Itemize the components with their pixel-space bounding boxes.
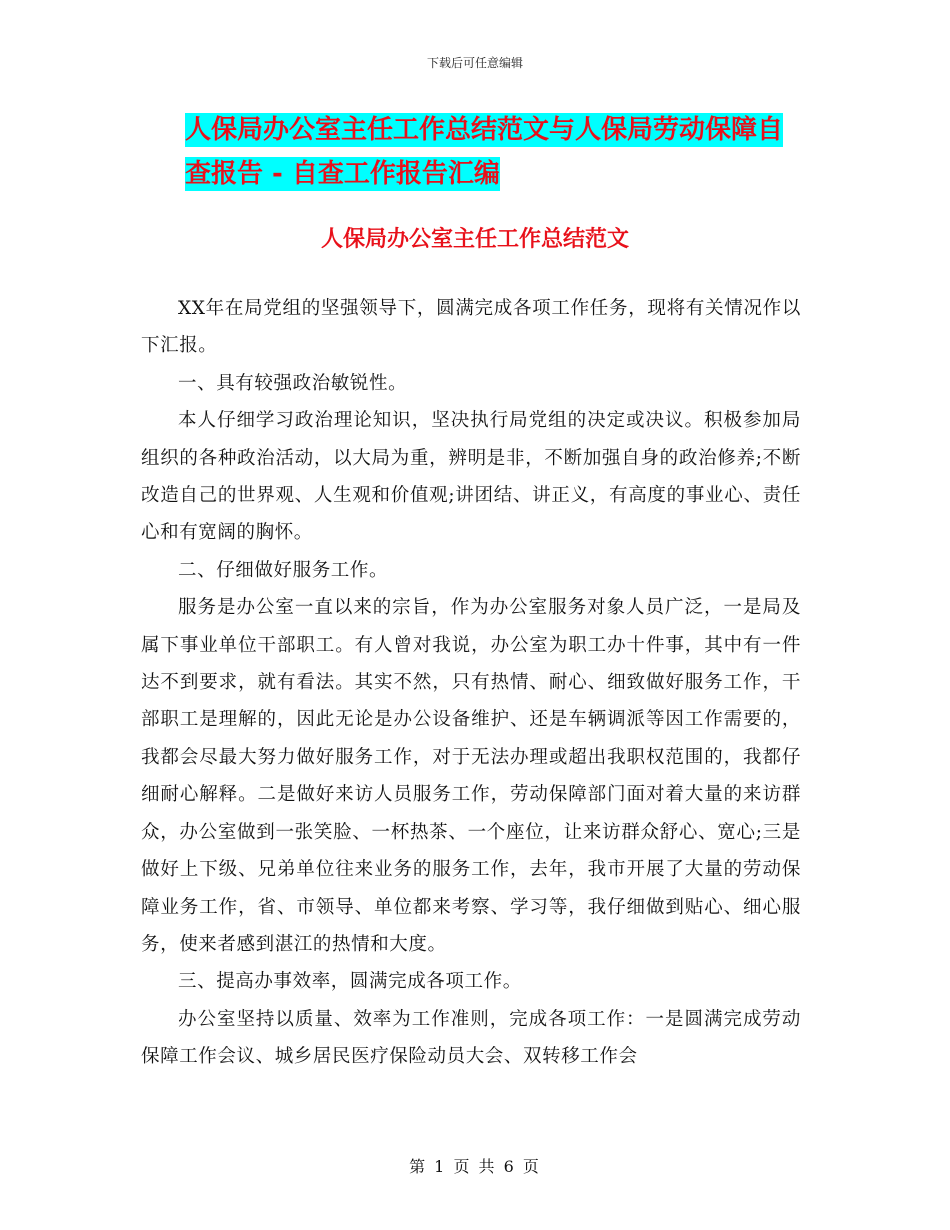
- paragraph: 办公室坚持以质量、效率为工作准则，完成各项工作：一是圆满完成劳动保障工作会议、城乡居民医疗保险动员大会、双转移工作会: [141, 1008, 801, 1068]
- paragraph: 一、具有较强政治敏锐性。: [178, 372, 408, 394]
- paragraph: 服务是办公室一直以来的宗旨，作为办公室服务对象人员广泛，一是局及属下事业单位干部职工。有人曾对我说，办公室为职工办十件事，其中有一件达不到要求，就有看法。其实不然，只有热情、耐心、细致做好服务工作，干部职工是理解的，因此无论是办公设备维护、还是车辆调派等因工作需要的，我都会尽最大努力做好服务工作，对于无法办理或超出我职权范围的，我都仔细耐心解释。二是做好来访人员服务工作，劳动保障部门面对着大量的来访群众，办公室做到一张笑脸、一杯热茶、一个座位，让来访群众舒心、宽心;三是做好上下级、兄弟单位往来业务的服务工作，去年，我市开展了大量的劳动保障业务工作，省、市领导、单位都来考察、学习等，我仔细做到贴心、细心服务，使来者感到湛江的热情和大度。: [141, 597, 801, 955]
- paragraph: 二、仔细做好服务工作。: [178, 559, 389, 581]
- header-note: 下载后可任意编辑: [426, 56, 523, 70]
- paragraph: 本人仔细学习政治理论知识，坚决执行局党组的决定或决议。积极参加局组织的各种政治活动，以大局为重，辨明是非，不断加强自身的政治修养;不断改造自己的世界观、人生观和价值观;讲团结、讲正义，有高度的事业心、责任心和有宽阔的胸怀。: [141, 410, 801, 544]
- section-title: 人保局办公室主任工作总结范文: [320, 227, 629, 252]
- page-footer: 第 1 页 共 6 页: [409, 1157, 541, 1176]
- title-line-2: 查报告 - 自查工作报告汇编: [185, 159, 500, 189]
- paragraph: XX年在局党组的坚强领导下，圆满完成各项工作任务，现将有关情况作以下汇报。: [141, 298, 801, 357]
- title-line-1: 人保局办公室主任工作总结范文与人保局劳动保障自: [185, 115, 784, 145]
- paragraph: 三、提高办事效率，圆满完成各项工作。: [178, 971, 522, 993]
- document-title: [185, 108, 825, 196]
- document-body: [141, 290, 801, 1076]
